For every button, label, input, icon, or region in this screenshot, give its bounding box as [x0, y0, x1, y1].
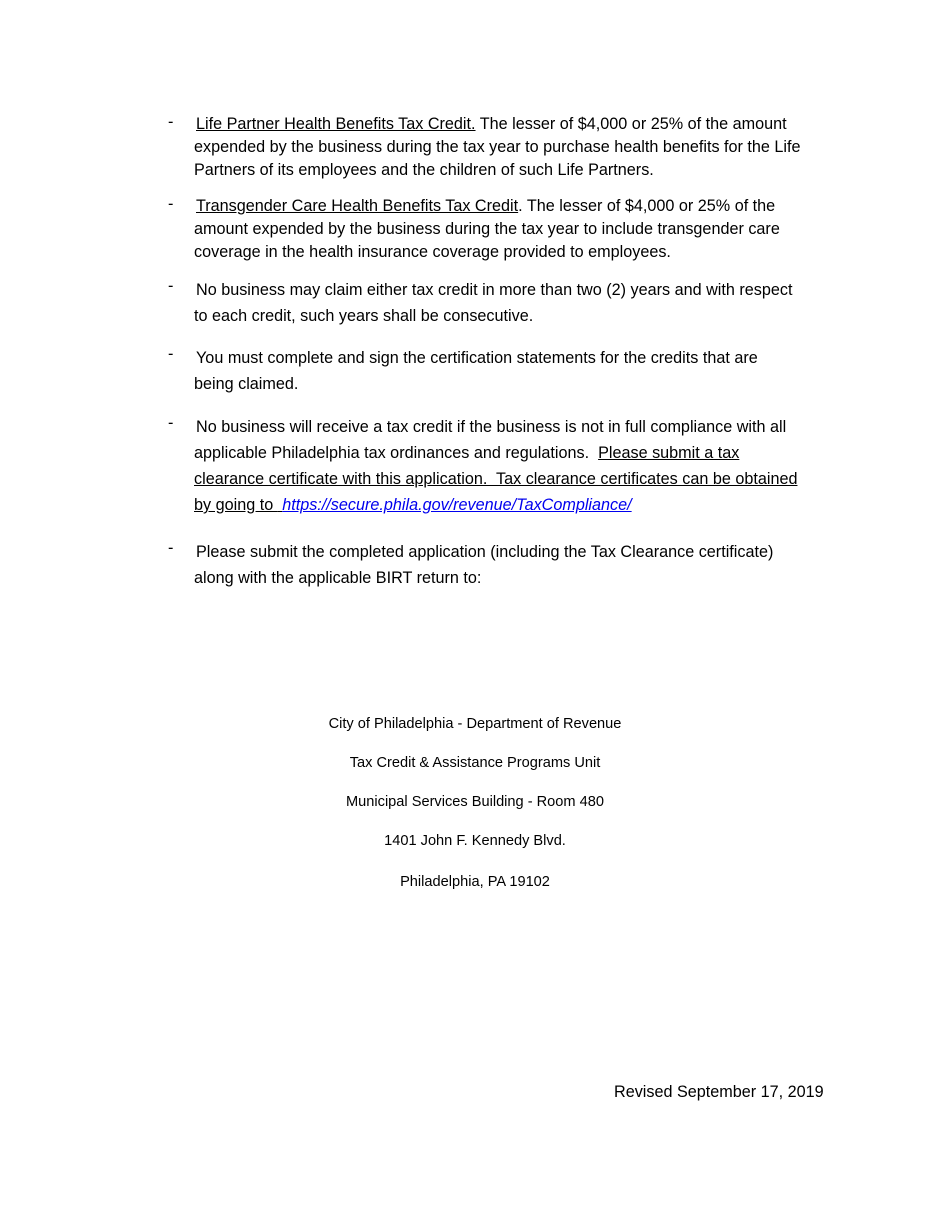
bullet-marker: -: [168, 345, 174, 363]
bullet-marker: -: [168, 414, 174, 432]
credit-text: The lesser of $4,000 or 25% of the amount: [475, 115, 787, 133]
rule-text: You must complete and sign the certification statements for the credits that are: [196, 349, 758, 367]
clearance-instruction: Please submit a tax: [598, 444, 740, 462]
address-line-department: City of Philadelphia - Department of Revenue: [328, 716, 622, 732]
credit-title: Transgender Care Health Benefits Tax Credit: [196, 197, 519, 215]
address-line-street: 1401 John F. Kennedy Blvd.: [384, 833, 566, 849]
clearance-instruction: clearance certificate with this application. Tax clearance certificates can be obtained: [194, 470, 798, 488]
rule-text: No business may claim either tax credit in more than two (2) years and with respect: [196, 281, 793, 299]
rule-text: along with the applicable BIRT return to:: [194, 569, 482, 587]
rule-text: to each credit, such years shall be consecutive.: [194, 307, 534, 325]
address-line-building: Municipal Services Building - Room 480: [346, 794, 604, 810]
bullet-certification: [168, 345, 848, 397]
bullet-marker: -: [168, 113, 174, 131]
rule-text: applicable Philadelphia tax ordinances and regulations.: [194, 444, 599, 462]
bullet-marker: -: [168, 539, 174, 557]
bullet-life-partner-credit: [168, 113, 848, 182]
credit-text: Partners of its employees and the children of such Life Partners.: [194, 161, 654, 179]
credit-text: . The lesser of $4,000 or 25% of the: [518, 197, 776, 215]
bullet-marker: -: [168, 277, 174, 295]
credit-title: Life Partner Health Benefits Tax Credit.: [196, 115, 476, 133]
address-line-city: Philadelphia, PA 19102: [400, 874, 550, 890]
bullet-marker: -: [168, 195, 174, 213]
rule-text: No business will receive a tax credit if the business is not in full compliance with all: [196, 418, 787, 436]
rule-text: Please submit the completed application (including the Tax Clearance certificate): [196, 543, 774, 561]
rule-text: being claimed.: [194, 375, 299, 393]
credit-text: coverage in the health insurance coverage provided to employees.: [194, 243, 671, 261]
bullet-compliance: [168, 414, 848, 518]
clearance-instruction: by going to: [194, 496, 278, 514]
bullet-submission: [168, 539, 848, 591]
bullet-transgender-care-credit: [168, 195, 848, 264]
credit-text: expended by the business during the tax year to purchase health benefits for the Life: [194, 138, 801, 156]
revision-date: Revised September 17, 2019: [614, 1083, 824, 1101]
tax-compliance-link[interactable]: https://secure.phila.gov/revenue/TaxCompliance/: [282, 496, 632, 514]
address-line-unit: Tax Credit & Assistance Programs Unit: [349, 755, 601, 771]
bullet-two-year-limit: [168, 277, 848, 329]
credit-text: amount expended by the business during the tax year to include transgender care: [194, 220, 780, 238]
